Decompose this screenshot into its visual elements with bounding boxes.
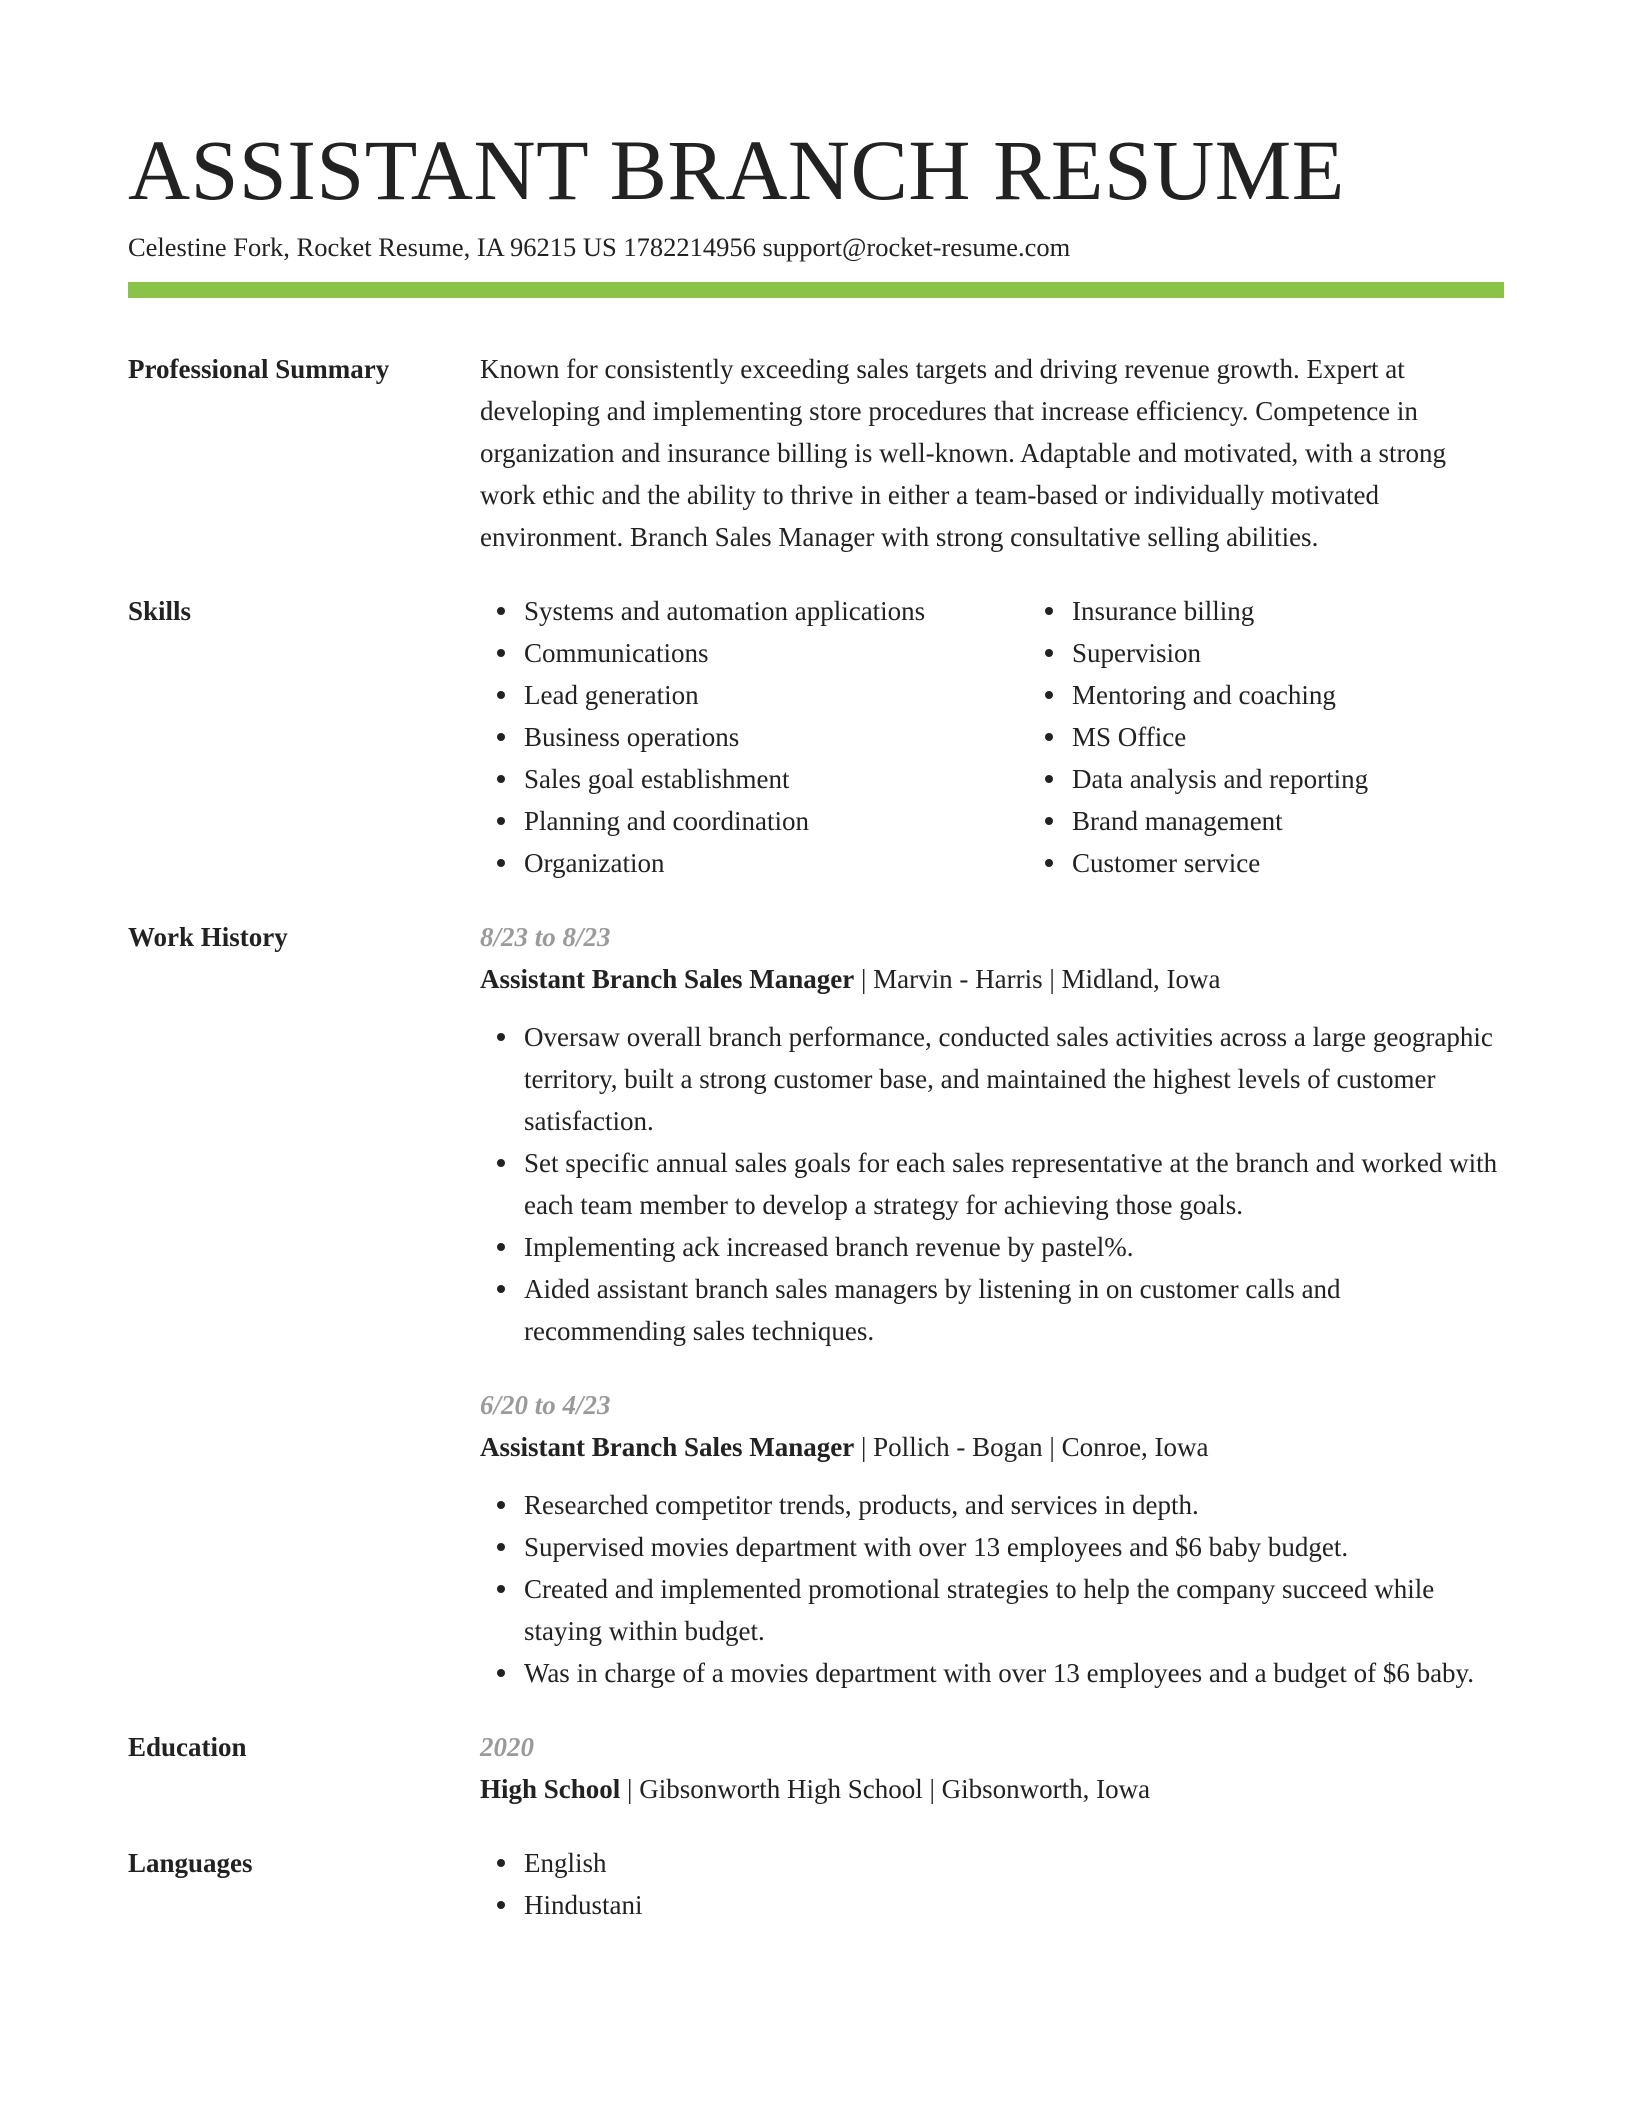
languages-body bbox=[480, 1842, 1504, 1926]
skill-item: Supervision bbox=[1072, 632, 1504, 674]
skills-column-1 bbox=[480, 590, 1028, 884]
job-heading bbox=[480, 958, 1504, 1000]
job-details: | Pollich - Bogan | Conroe, Iowa bbox=[854, 1432, 1209, 1462]
job-dates: 6/20 to 4/23 bbox=[480, 1390, 611, 1420]
duty-item: Supervised movies department with over 13 employees and $6 baby budget. bbox=[524, 1526, 1504, 1568]
job-title: Assistant Branch Sales Manager bbox=[480, 1432, 855, 1462]
education-heading bbox=[480, 1768, 1504, 1810]
resume-title: ASSISTANT BRANCH RESUME bbox=[128, 122, 1345, 218]
skill-item: Communications bbox=[524, 632, 1028, 674]
skills-column-2 bbox=[1028, 590, 1504, 884]
language-item: English bbox=[524, 1842, 1504, 1884]
skill-item: Planning and coordination bbox=[524, 800, 1028, 842]
skill-item: Business operations bbox=[524, 716, 1028, 758]
job-dates: 8/23 to 8/23 bbox=[480, 922, 611, 952]
languages-section bbox=[128, 1842, 1504, 1926]
job-details: | Marvin - Harris | Midland, Iowa bbox=[854, 964, 1221, 994]
section-label-work: Work History bbox=[128, 922, 288, 952]
section-label-skills: Skills bbox=[128, 596, 192, 626]
education-degree: High School bbox=[480, 1774, 621, 1804]
resume-page bbox=[128, 118, 1504, 1926]
education-year: 2020 bbox=[480, 1732, 534, 1762]
skill-item: MS Office bbox=[1072, 716, 1504, 758]
skill-item: Data analysis and reporting bbox=[1072, 758, 1504, 800]
duty-item: Researched competitor trends, products, and services in depth. bbox=[524, 1484, 1504, 1526]
duty-item: Oversaw overall branch performance, conducted sales activities across a large geographic territory, built a strong customer base, and maintained the highest levels of customer satisfaction. bbox=[524, 1016, 1504, 1142]
summary-section bbox=[128, 348, 1504, 558]
duty-item: Implementing ack increased branch revenue by pastel%. bbox=[524, 1226, 1504, 1268]
work-history-body bbox=[480, 916, 1504, 1694]
section-label-languages: Languages bbox=[128, 1848, 253, 1878]
skill-item: Lead generation bbox=[524, 674, 1028, 716]
work-history-section bbox=[128, 916, 1504, 1694]
skill-item: Brand management bbox=[1072, 800, 1504, 842]
skill-item: Organization bbox=[524, 842, 1028, 884]
job-heading bbox=[480, 1426, 1504, 1468]
skill-item: Sales goal establishment bbox=[524, 758, 1028, 800]
skill-item: Insurance billing bbox=[1072, 590, 1504, 632]
skills-columns bbox=[480, 590, 1504, 884]
languages-list bbox=[480, 1842, 1504, 1926]
section-label-education: Education bbox=[128, 1732, 247, 1762]
education-body bbox=[480, 1726, 1504, 1810]
job-duties bbox=[480, 1016, 1504, 1352]
skill-item: Systems and automation applications bbox=[524, 590, 1028, 632]
job-title: Assistant Branch Sales Manager bbox=[480, 964, 855, 994]
duty-item: Aided assistant branch sales managers by listening in on customer calls and recommending sales techniques. bbox=[524, 1268, 1504, 1352]
language-item: Hindustani bbox=[524, 1884, 1504, 1926]
accent-divider bbox=[128, 282, 1504, 298]
duty-item: Created and implemented promotional strategies to help the company succeed while staying within budget. bbox=[524, 1568, 1504, 1652]
job-entry bbox=[480, 916, 1504, 1352]
education-details: | Gibsonworth High School | Gibsonworth, Iowa bbox=[620, 1774, 1151, 1804]
job-duties bbox=[480, 1484, 1504, 1694]
duty-item: Was in charge of a movies department with over 13 employees and a budget of $6 baby. bbox=[524, 1652, 1504, 1694]
section-label-summary: Professional Summary bbox=[128, 354, 390, 384]
duty-item: Set specific annual sales goals for each sales representative at the branch and worked with each team member to develop a strategy for achieving those goals. bbox=[524, 1142, 1504, 1226]
summary-text: Known for consistently exceeding sales targets and driving revenue growth. Expert at developing and implementing store procedures that increase efficiency. Competence in organization and insurance billing is well-known. Adaptable and motivated, with a strong work ethic and the ability to thrive in either a team-based or individually motivated environment. Branch Sales Manager with strong consultative selling abilities. bbox=[480, 354, 1447, 552]
job-entry bbox=[480, 1384, 1504, 1694]
skill-item: Customer service bbox=[1072, 842, 1504, 884]
education-section bbox=[128, 1726, 1504, 1810]
skill-item: Mentoring and coaching bbox=[1072, 674, 1504, 716]
contact-line: Celestine Fork, Rocket Resume, IA 96215 US 1782214956 support@rocket-resume.com bbox=[128, 232, 1071, 262]
skills-section bbox=[128, 590, 1504, 884]
